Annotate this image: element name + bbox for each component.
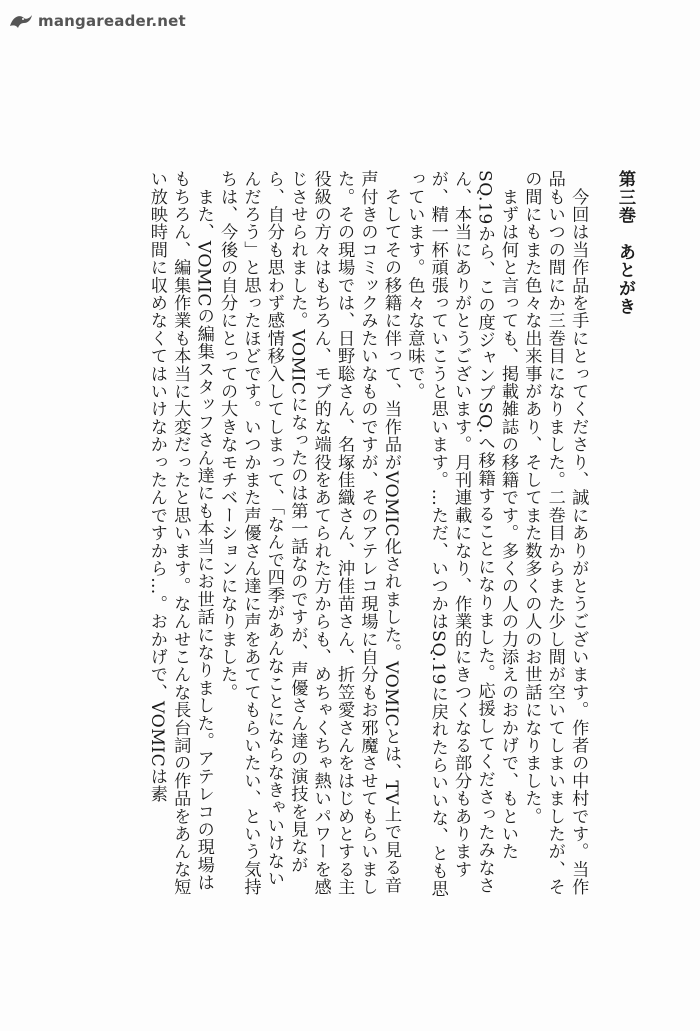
paragraph: また、VOMICの編集スタッフさん達にも本当にお世話になりました。アテレコの現場はもちろん、編集作業も本当に大変だったと思います。なんせこんな長台詞の作品をあんな短い放映時間に収めなくてはいけなかったんですから…。おかげで、VOMICは素: [146, 170, 214, 896]
paragraph: まずは何と言っても、掲載雑誌の移籍です。多くの人の力添えのおかげで、もといたSQ.19から、この度ジャンプSQ.へ移籍することになりました。応援してくださったみなさん、本当にありがとうございます。月刊連載になり、作業的にきつくなる部分もありますが、精一杯頑張っていこうと思います。…ただ、いつかはSQ.19に戻れたらいいな、とも思っています。色々な意味で。: [404, 170, 518, 898]
watermark: [8, 10, 186, 32]
watermark-text: mangareader.net: [38, 12, 186, 30]
dragon-logo-icon: [8, 12, 34, 30]
paragraph: そしてその移籍に伴って、当作品がVOMIC化されました。VOMICとは、TV上で見る音声付きのコミックみたいなものですが、そのアテレコ現場に自分もお邪魔させてもらいました。その現場では、日野聡さん、名塚佳織さん、沖佳苗さん、折笠愛さんをはじめとする主役級の方々はもちろん、モブ的な端役をあてられた方からも、めちゃくちゃ熱いパワーを感じさせられました。VOMICになったのは第一話なのですが、声優さん達の演技を見ながら、自分も思わず感情移入してしまって、「なんで四季があんなことにならなきゃいけないんだろう」と思ったほどです。いつかまた声優さん達に声をあててもらいたい、という気持ちは、今後の自分にとっての大きなモチベーションになりました。: [217, 170, 401, 896]
afterword-title: 第三巻 あとがき: [615, 170, 635, 316]
spacer: [589, 170, 612, 900]
afterword-text: [32, 170, 636, 900]
paragraph: 今回は当作品を手にとってくださり、誠にありがとうございます。作者の中村です。当作品もいつの間にか三巻目になりました。二巻目からまた少し間が空いてしまいましたが、その間にもまた色々な出来事があり、そしてまた数多くの人のお世話になりました。: [521, 170, 589, 896]
